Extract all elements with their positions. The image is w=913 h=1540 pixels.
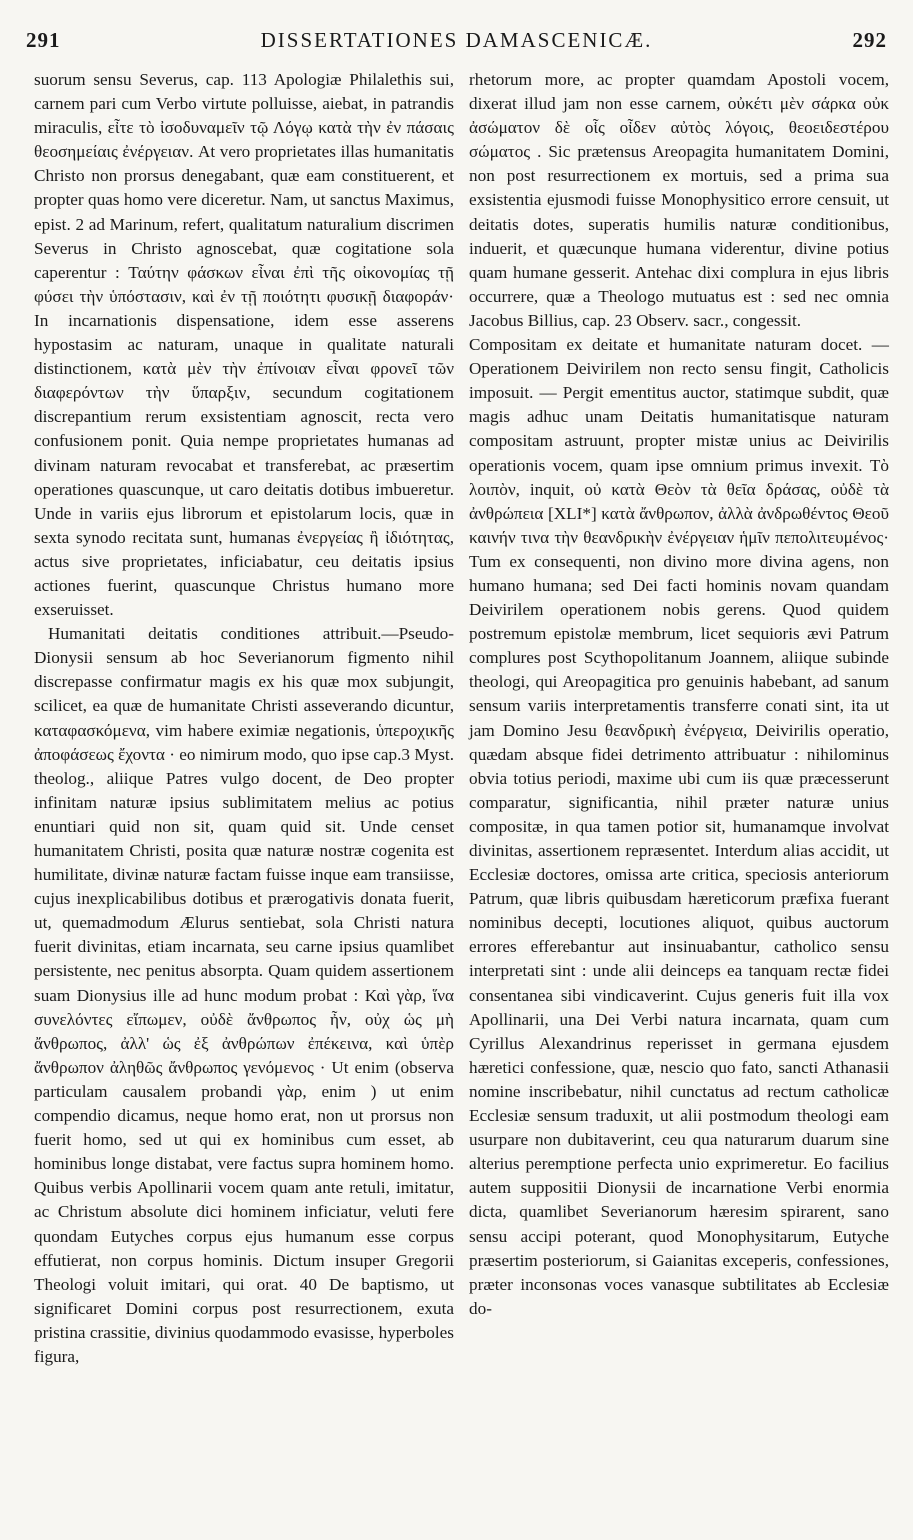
page-number-left: 291	[26, 28, 61, 52]
page-number-right: 292	[852, 28, 887, 52]
right-paragraph-2: Compositam ex deitate et humanitate naturam docet. — Operationem Deivirilem non recto sensu fingit, Catholicis imposuit. — Pergit ementitus auctor, statimque subdit, quæ magis adhuc unam Deitatis humanitatisque naturam compositam astruunt, propter mistæ unius ac Deivirilis operationis vocem, quam ipse omnium primus invexit. Τὸ λοιπὸν, inquit, οὐ κατὰ Θεὸν τὰ θεῖα δράσας, οὐδὲ τὰ ἀνθρώπεια [XLI*] κατὰ ἄνθρωπον, ἀλλὰ ἀνδρωθέντος Θεοῦ καινήν τινα τὴν θεανδρικὴν ἐνέργειαν ἡμῖν πεπολιτευμένος· Tum ex consequenti, non divino more divina agens, non humano humana; sed Dei facti hominis novam quandam Deivirilem operationem nobis gerens. Quod quidem postremum epistolæ membrum, licet sequioris ævi Patrum complures post Scythopolitanum Joannem, aliique subinde theologi, qui Areopagitica pro genuinis habebant, ad sanum sensum variis interpretamentis transferre conati sint, ita ut jam Domino Jesu θεανδρικὴ ἐνέργεια, Deivirilis operatio, quædam absque fidei detrimento attribuatur : nihilominus obvia totius periodi, maxime ubi cum iis quæ præcesserunt comparatur, significantia, nihil præter naturæ unius compositæ, in qua tamen potior sit, humanamque involvat divinitas, assertionem repræsentet. Interdum alias accidit, ut Ecclesiæ doctores, omissa arte critica, speciosis anteriorum Patrum, quæ libris quibusdam hæreticorum præfixa fuerant nominibus decepti, locutiones aliquot, quibus auctorum errores efferebantur aut insinuabantur, catholico sensu interpretati sint : unde alii deinceps ea tanquam rectæ fidei consentanea sibi vindicaverint. Cujus generis fuit illa vox Apollinarii, una Dei Verbi natura incarnata, quam cum Cyrillus Alexandrinus reperisset in germana ejusdem hæretici confessione, quæ, nescio quo fato, sancti Athanasii nomine inscribebatur, nihil cunctatus ad rectum catholicæ Ecclesiæ sensum traduxit, ut alii postmodum theologi eam usurpare non dubitaverint, ceu qua naturarum duarum sine alterius peremptione perfecta unio exprimeretur. Eo facilius autem suppositii Dionysii de incarnatione Verbi enormia dicta, quamlibet Severianorum hæresim spirarent, sano sensu accipi poterant, quod Monophysitarum, Eutyche præsertim posteriorum, si Gaianitas exceperis, confessiones, præter inconsonas voces vanasque subtilitates ab Ecclesiæ do-	[469, 335, 889, 1318]
right-column	[469, 68, 889, 1321]
right-paragraph-1: rhetorum more, ac propter quamdam Apostoli vocem, dixerat illud jam non esse carnem, οὐκέτι μὲν σάρκα οὐκ ἀσώματον δὲ οἷς οἶδεν αὐτὸς λόγοις, θεοειδεστέρου σώματος . Sic prætensus Areopagita humanitatem Domini, non post resurrectionem ex mortuis, sed a prima sua exsistentia ejusmodi fuisse Monophysitico errore censuit, ut deitatis dotes, superatis humilis naturæ conditionibus, induerit, et quæcunque humana viderentur, divine potius quam humane gesserit. Antehac dixi complura in ejus libris occurrere, quæ a Theologo mutuatus est : sed nec omnia Jacobus Billius, cap. 23 Observ. sacr., congessit.	[469, 70, 889, 330]
left-paragraph-1: suorum sensu Severus, cap. 113 Apologiæ Philalethis sui, carnem pari cum Verbo virtute polluisse, aiebat, in patrandis miraculis, εἶτε τὸ ἰσοδυναμεῖν τῷ Λόγῳ κατὰ τὴν ἐν πάσαις θεοσημείαις ἐνέργειαν. At vero proprietates illas humanitatis Christo non prorsus denegabant, quæ eam constituerent, et propter quas homo vere diceretur. Nam, ut sanctus Maximus, epist. 2 ad Marinum, refert, qualitatum naturalium discrimen Severus in Christo agnoscebat, quæ cogitatione sola caperentur : Ταύτην φάσκων εἶναι ἐπὶ τῆς οἰκονομίας τῇ φύσει τὴν ὑπόστασιν, καὶ ἐν τῇ ποιότητι φυσικῇ διαφοράν· In incarnationis dispensatione, idem esse asserens hypostasim ac naturam, unaque in qualitate naturali distinctionem, κατὰ μὲν τὴν ἐπίνοιαν εἶναι φρονεῖ τῶν διαφερόντων τὴν ὕπαρξιν, secundum cogitationem discrepantium rerum exsistentiam agnoscit, recta vero confusionem ponit. Quia nempe proprietates humanas ad divinam naturam revocabat et transferebat, ac præsertim operationes quascunque, ut caro deitatis dotibus imbueretur. Unde in variis ejus librorum et epistolarum locis, quæ in sexta synodo recitata sunt, humanas ἐνεργείας ἢ ἰδιότητας, actus sive proprietates, inficiabatur, ceu deitatis ipsius actiones fuerint, quascunque Christus humano more exseruisset.	[34, 70, 454, 620]
running-title: DISSERTATIONES DAMASCENICÆ.	[260, 28, 653, 52]
left-column	[34, 68, 454, 1369]
left-paragraph-2: Humanitati deitatis conditiones attribuit.—Pseudo-Dionysii sensum ab hoc Severianorum figmento nihil discrepasse confirmatur magis ex his quæ mox subjungit, scilicet, ea quæ de humanitate Christi asseverando dicuntur, καταφασκόμενα, vim habere eximiæ negationis, ὑπεροχικῆς ἀποφάσεως ἔχοντα · eo nimirum modo, quo ipse cap.3 Myst. theolog., aliique Patres vulgo docent, de Deo propter infinitam naturæ ipsius sublimitatem melius ac potius enuntiari quid non sit, quam quid sit. Unde censet humanitatem Christi, posita quæ naturæ nostræ cogenita est humilitate, divinæ naturæ factam fuisse inque eam transiisse, cujus inexplicabilibus dotibus et prærogativis donata fuerit, ut, quemadmodum Ælurus sentiebat, sola Christi natura fuerit divinitas, etiam incarnata, seu carne ipsius quamlibet persistente, nec penitus absorpta. Quam quidem assertionem suam Dionysius ille ad hunc modum probat : Καὶ γὰρ, ἵνα συνελόντες εἴπωμεν, οὐδὲ ἄνθρωπος ἦν, οὐχ ὡς μὴ ἄνθρωπος, ἀλλ' ὡς ἐξ ἀνθρώπων ἐπέκεινα, καὶ ὑπὲρ ἄνθρωπον ἀληθῶς ἄνθρωπος γενόμενος · Ut enim (observa particulam causalem probandi γὰρ, enim ) ut enim compendio dicamus, neque homo erat, non ut prorsus non fuerit homo, sed ut qui ex hominibus cum esset, ab hominibus longe distabat, vere factus supra hominem homo. Quibus verbis Apollinarii vocem quam ante retuli, imitatur, ac Christum absolute dici hominem inficiatur, veluti fere quondam Eutyches corpus ejus humanum esse corpus effutierat, non corpus hominis. Dictum insuper Gregorii Theologi voluit imitari, qui orat. 40 De baptismo, ut significaret Domini corpus post resurrectionem, exuta pristina crassitie, divinius quodammodo evasisse, hyperboles figura,	[34, 624, 454, 1366]
running-header	[26, 28, 887, 60]
